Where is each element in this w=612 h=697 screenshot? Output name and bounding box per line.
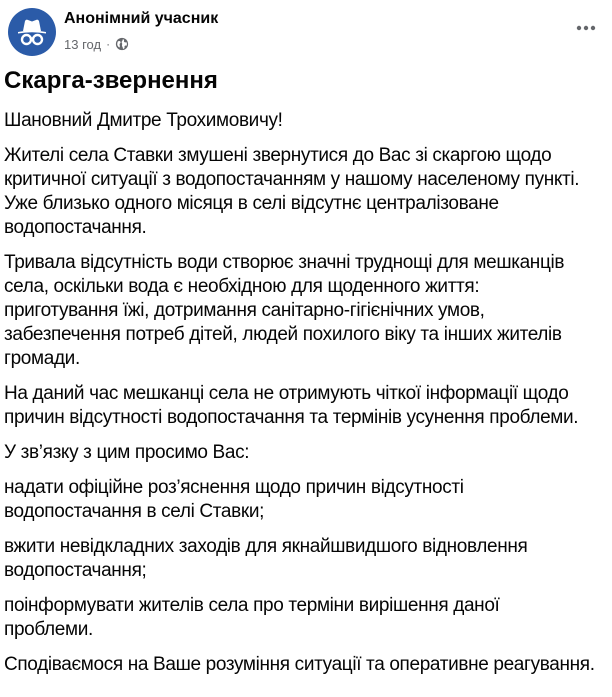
anonymous-avatar-icon[interactable] — [8, 8, 56, 56]
post-paragraph-closing: Сподіваємося на Ваше розуміння ситуації та оперативне реагування. — [4, 654, 595, 675]
post-paragraph-no-information: На даний час мешканці села не отримують чіткої інформації щодо причин відсутності водопостачання та термінів усунення проблеми. — [4, 383, 579, 428]
post-paragraph-hardship: Тривала відсутність води створює значні труднощі для мешканців села, оскільки вода є необхідною для щоденного життя: приготування їжі, дотримання санітарно-гігієнічних умов, забезпечення потреб дітей, людей похилого віку та інших жителів громади. — [4, 252, 565, 369]
post-title: Скарга-звернення — [4, 67, 218, 94]
post-timestamp[interactable]: 13 год — [64, 36, 102, 52]
post-meta — [64, 35, 129, 53]
post-paragraph-request-explanation: надати офіційне роз’яснення щодо причин відсутності водопостачання в селі Ставки; — [4, 477, 464, 522]
post-header — [8, 8, 604, 56]
incognito-icon — [8, 8, 56, 56]
post-paragraph-request-action: вжити невідкладних заходів для якнайшвидшого відновлення водопостачання; — [4, 536, 528, 581]
author-name[interactable]: Анонімний учасник — [64, 10, 219, 27]
post-paragraph-greeting: Шановний Дмитре Трохимовичу! — [4, 110, 283, 131]
post-paragraph-request-intro: У зв’язку з цим просимо Вас: — [4, 442, 250, 463]
post-paragraph-complaint: Жителі села Ставки змушені звернутися до Вас зі скаргою щодо критичної ситуації з водопостачанням у нашому населеному пункті. Уже близько одного місяця в селі відсутнє централізоване водопостачання. — [4, 145, 580, 238]
post-body — [4, 64, 604, 688]
more-options-button[interactable] — [570, 12, 602, 44]
globe-icon — [115, 37, 129, 51]
meta-separator: · — [106, 37, 111, 51]
more-horizontal-icon — [576, 25, 596, 31]
post-paragraph-request-inform: поінформувати жителів села про терміни вирішення даної проблеми. — [4, 595, 500, 640]
